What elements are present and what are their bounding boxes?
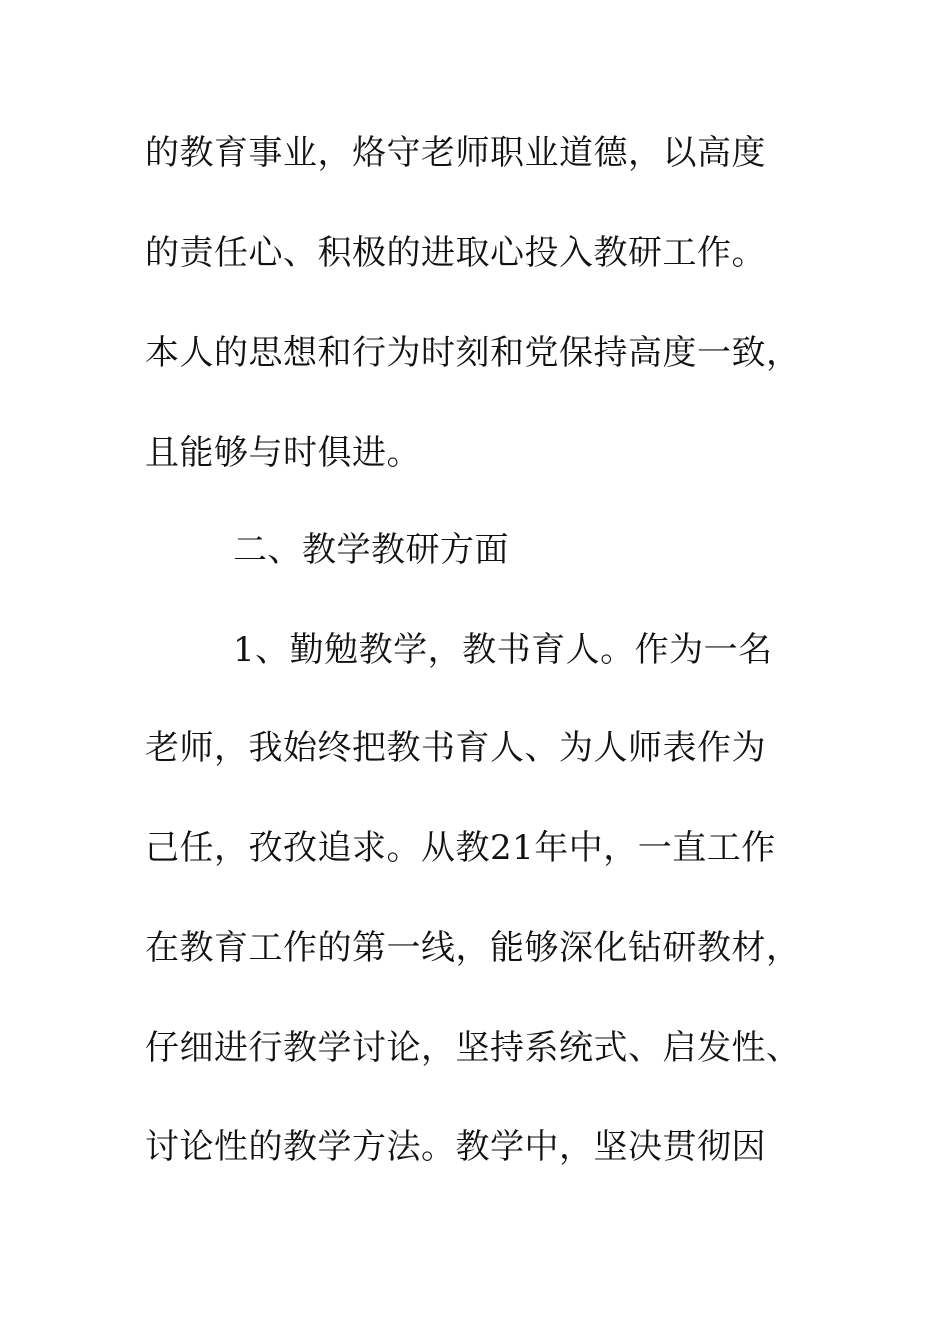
paragraph-start: 1、勤勉教学，教书育人。作为一名 — [233, 630, 773, 670]
section-heading: 二、教学教研方面 — [233, 530, 509, 570]
text-line: 己任，孜孜追求。从教21年中，一直工作 — [145, 828, 776, 868]
text-line: 本人的思想和行为时刻和党保持高度一致， — [145, 333, 801, 373]
text-line: 讨论性的教学方法。教学中，坚决贯彻因 — [145, 1127, 766, 1167]
text-line: 的教育事业，烙守老师职业道德，以高度 — [145, 133, 766, 173]
text-line: 的责任心、积极的进取心投入教研工作。 — [145, 233, 766, 273]
text-line: 且能够与时俱进。 — [145, 433, 421, 473]
text-line: 在教育工作的第一线，能够深化钻研教材， — [145, 928, 801, 968]
text-line: 仔细进行教学讨论，坚持系统式、启发性、 — [145, 1028, 801, 1068]
text-line: 老师，我始终把教书育人、为人师表作为 — [145, 728, 766, 768]
